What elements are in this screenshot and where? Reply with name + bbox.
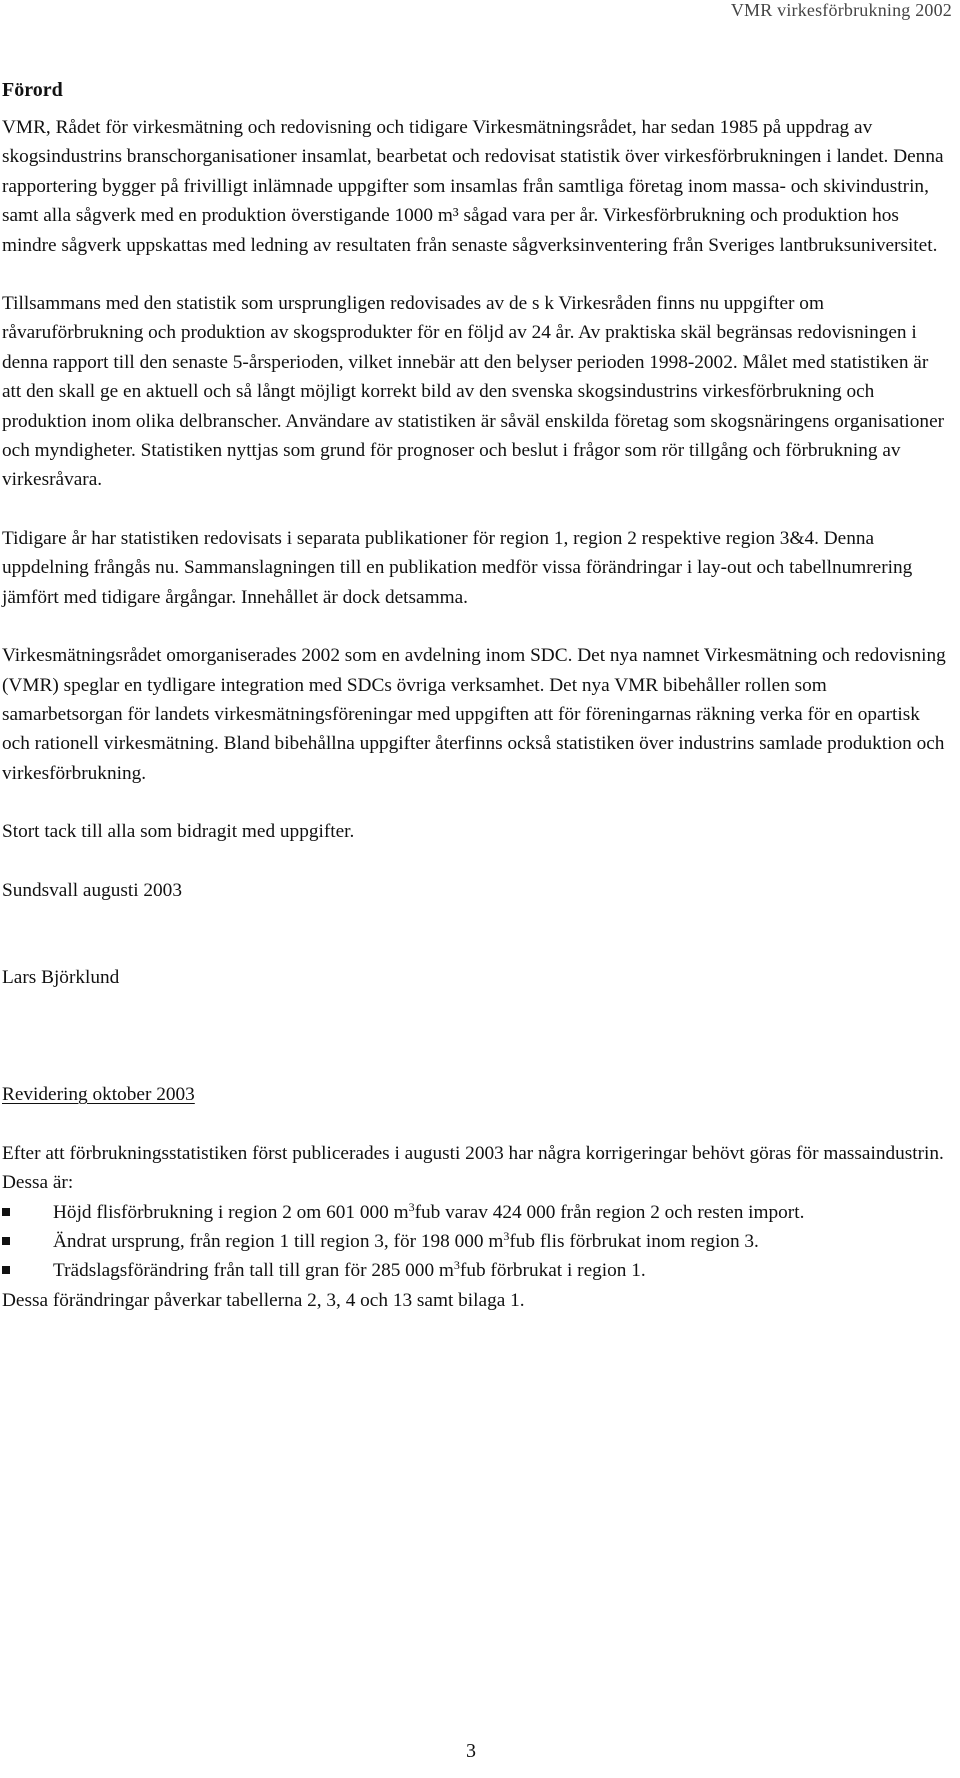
revision-item [2,1198,952,1227]
page-number: 3 [466,1740,476,1762]
revision-item [2,1227,952,1256]
thanks-line: Stort tack till alla som bidragit med uppgifter. [2,821,355,843]
signature-name: Lars Björklund [2,966,120,988]
revision-heading: Revidering oktober 2003 [2,1084,195,1106]
preface-paragraph-2: Tillsammans med den statistik som ursprungligen redovisades av de s k Virkesråden finns nu uppgifter om råvaruförbrukning och produktion av skogsprodukter för en följd av 24 år. Av praktiska skäl begränsas redovisningen i denna rapport till den senaste 5-årsperioden, vilket innebär att den belyser perioden 1998-2002. Målet med statistiken är att den skall ge en aktuell och så långt möjligt korrekt bild av den svenska skogsindustrins virkesförbrukning och produktion inom olika delbranscher. Användare av statistiken är såväl enskilda företag som skogsnäringens organisationer och myndigheter. Statistiken nyttjas som grund för prognoser och beslut i frågor som rör tillgång och förbrukning av virkesråvara. [2,293,945,491]
page-content [2,76,952,1315]
superscript: 3 [503,1228,510,1243]
place-date: Sundsvall augusti 2003 [2,879,182,901]
revision-item-text: Höjd flisförbrukning i region 2 om 601 000 m [53,1201,409,1223]
square-bullet-icon [2,1237,10,1245]
revision-item-text: Trädslagsförändring från tall till gran för 285 000 m [53,1260,454,1282]
revision-list [2,1198,952,1286]
preface-paragraph-1: VMR, Rådet för virkesmätning och redovisning och tidigare Virkesmätningsrådet, har sedan 1985 på uppdrag av skogsindustrins branschorganisationer insamlat, bearbetat och redovisat statistik över virkesförbrukningen i landet. Denna rapportering bygger på frivilligt inlämnade uppgifter som insamlas från samtliga företag inom massa- och skivindustrin, samt alla sågverk med en produktion överstigande 1000 m³ sågad vara per år. Virkesförbrukning och produktion hos mindre sågverk uppskattas med ledning av resultaten från senaste sågverksinventering från Sveriges lantbruksuniversitet. [2,117,944,256]
running-header: VMR virkesförbrukning 2002 [730,0,952,20]
preface-paragraph-3: Tidigare år har statistiken redovisats i separata publikationer för region 1, region 2 respektive region 3&4. Denna uppdelning frångås nu. Sammanslagningen till en publikation medför vissa förändringar i lay-out och tabellnumrering jämfört med tidigare årgångar. Innehållet är dock detsamma. [2,527,913,608]
revision-item-text: fub flis förbrukat inom region 3. [509,1230,759,1252]
preface-paragraph-4: Virkesmätningsrådet omorganiserades 2002 som en avdelning inom SDC. Det nya namnet Virkesmätning och redovisning (VMR) speglar en tydligare integration med SDCs övriga verksamhet. Det nya VMR bibehåller rollen som samarbetsorgan för landets virkesmätningsföreningar med uppgiften att för föreningarnas räkning verka för en opartisk och rationell virkesmätning. Bland bibehållna uppgifter återfinns också statistiken över industrins samlade produktion och virkesförbrukning. [2,645,946,784]
square-bullet-icon [2,1266,10,1274]
superscript: 3 [408,1199,415,1214]
revision-item [2,1256,952,1285]
revision-intro: Efter att förbrukningsstatistiken först publicerades i augusti 2003 har några korrigeringar behövt göras för massaindustrin. Dessa är: [2,1142,944,1194]
revision-item-text: fub varav 424 000 från region 2 och resten import. [414,1201,805,1223]
revision-conclusion: Dessa förändringar påverkar tabellerna 2, 3, 4 och 13 samt bilaga 1. [2,1289,525,1311]
superscript: 3 [453,1258,460,1273]
revision-item-text: fub förbrukat i region 1. [459,1260,646,1282]
revision-item-text: Ändrat ursprung, från region 1 till region 3, för 198 000 m [53,1230,504,1252]
preface-title: Förord [2,79,63,101]
square-bullet-icon [2,1208,10,1216]
